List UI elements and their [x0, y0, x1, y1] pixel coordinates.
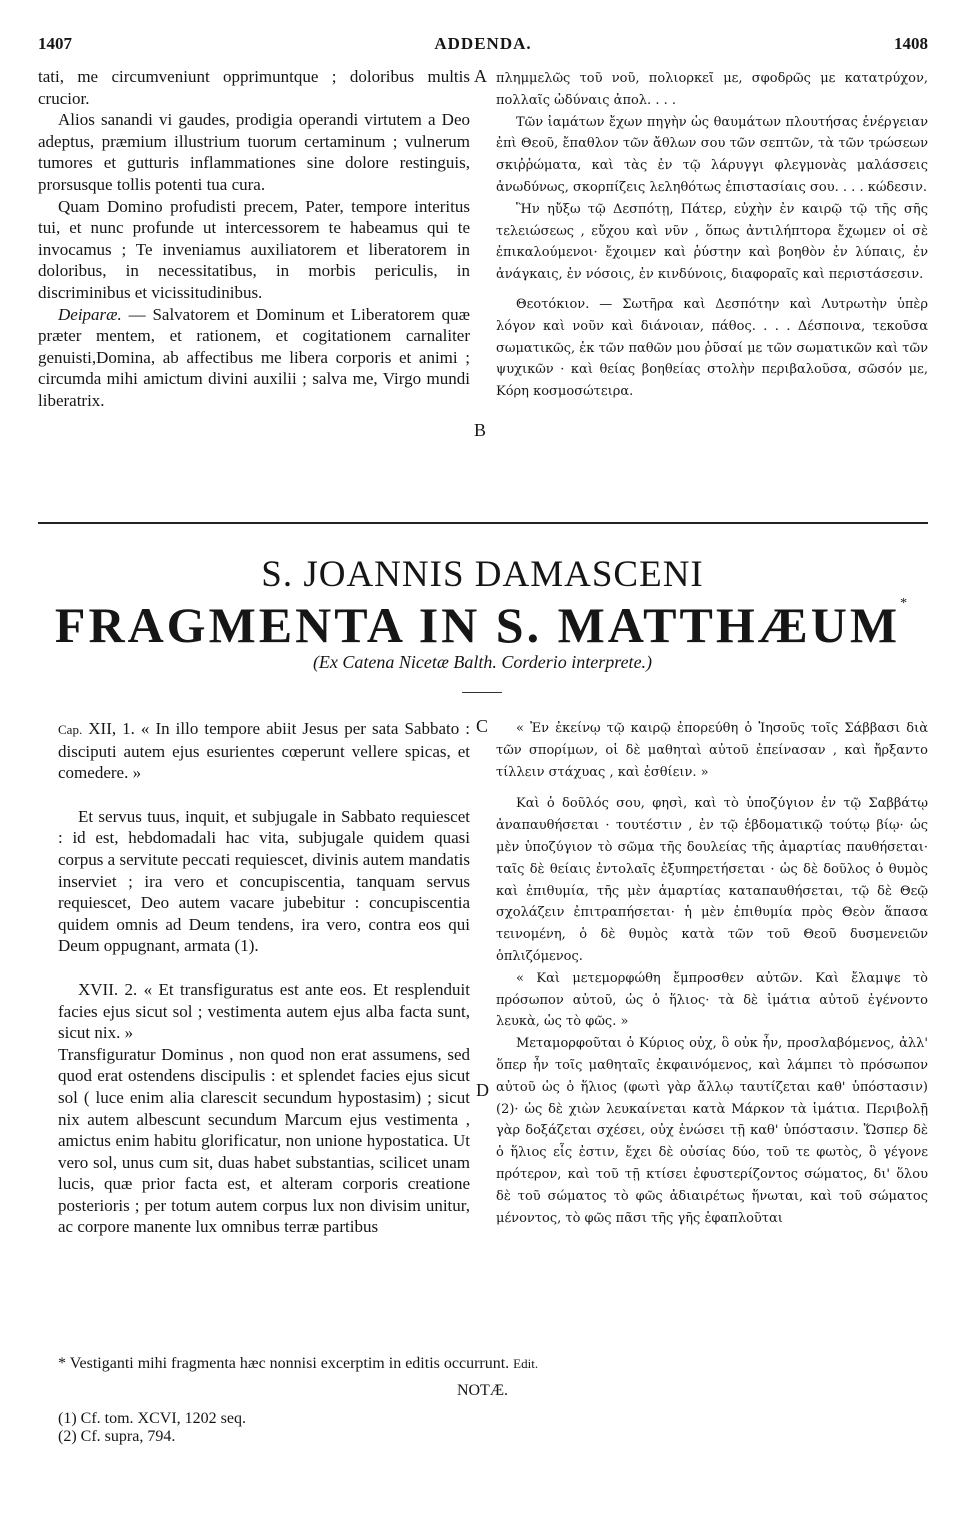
greek-column-bottom [496, 718, 928, 1229]
latin-paragraph: Et servus tuus, inquit, et subjugale in Sabbato requiescet : id est, hebdomadali hac vita, subjugale quidem quasi corpus a servitute peccati requiescet, divinis autem mandatis inserviet ; ira vero et concupiscentia, tanquam servus requiescet, Deo autem vacare jubebitur : concupiscentia quidem omnis ad Deum tendens, ira vero, contra eos qui Deum oppugnant, armata (1). [58, 806, 470, 956]
latin-paragraph: Quam Domino profudisti precem, Pater, tempore interitus tui, et nunc profunde ut intercessorem te habeamus qui te invocamus ; Te inveniamus auxiliatorem et liberatorem in doloribus, in necessitatibus, in morbis periculis, in discriminibus et vicissitudinibus. [38, 196, 470, 302]
greek-paragraph: Ἣν ηὔξω τῷ Δεσπότῃ, Πάτερ, εὐχὴν ἐν καιρῷ τῷ τῆς σῆς τελειώσεως , εὔχου καὶ νῦν , ὅπως ἀντιλήπτορα ἔχωμεν οἱ σὲ ἐπικαλούμενοι· ἔχοιμεν καὶ ῥύστην καὶ βοηθὸν ἐν λύπαις, ἐν ἀνάγκαις, ἐν νόσοις, ἐν κινδύνοις, διαφοραῖς καὶ περιστάσεσιν. [496, 201, 928, 283]
greek-paragraph: Μεταμορφοῦται ὁ Κύριος οὐχ, ὃ οὐκ ἦν, προσλαβόμενος, ἀλλ' ὅπερ ἦν τοῖς μαθηταῖς ἐκφαινόμενος, καὶ λάμπει τὸ πρόσωπον αὐτοῦ ὡς ὁ ἥλιος (φωτὶ γὰρ ἄλλῳ ταυτίζεται καθ' ὑπόστασιν) (2)· ὡς δὲ χιὼν λευκαίνεται κατὰ Μάρκον τὰ ἱμάτια. Περιβολῇ γὰρ δοξάζεται σχέσει, οὐχ ἑνώσει τῇ καθ' ὑπόστασιν. Ὥσπερ δὲ ὁ ἥλιος εἷς ἐστιν, ἔχει δὲ οὐσίας δύο, τοῦ τε φωτὸς, ὃ γέγονε πρότερον, καὶ τοῦ τῇ κτίσει ἐφυστερίζοντος σώματος, δι' ὅλου δὲ τοῦ σώματος τὸ φῶς ἀδιαιρέτως ἥνωται, καὶ τοῦ σώματος μένοντος, τὸ φῶς πᾶσι τῆς γῆς ἐφαπλοῦται [496, 1036, 928, 1226]
section-divider [38, 522, 928, 524]
notes-list [58, 1410, 246, 1446]
margin-letter-c: C [476, 716, 489, 736]
latin-paragraph: XVII. 2. « Et transfiguratus est ante eos. Et resplenduit facies ejus sicut sol ; vestimenta autem ejus alba facta sunt, sicut nix. » [58, 979, 470, 1043]
footnote-text: * Vestiganti mihi fragmenta hæc nonnisi excerptim in editis occurrunt. [58, 1355, 510, 1372]
margin-letter-a: A [474, 66, 487, 86]
work-title-text: FRAGMENTA IN S. MATTHÆUM [54, 597, 901, 653]
running-header [38, 34, 928, 60]
title-asterisk: * [900, 596, 911, 611]
greek-paragraph: Καὶ ὁ δοῦλός σου, φησὶ, καὶ τὸ ὑποζύγιον ἐν τῷ Σαββάτῳ ἀναπαυθήσεται · τουτέστιν , ἐν τῷ ἑβδοματικῷ τούτῳ βίῳ· ὡς μὲν ὑποζύγιον τὸ σῶμα τῆς δουλείας τῆς ἁμαρτίας παυθήσεται· ταῖς δὲ θείαις ἐντολαῖς ἐξυπηρετήσεται · ὡς δὲ δοῦλος ὁ θυμὸς καὶ ἐπιθυμία, τῆς μὲν ἁμαρτίας καταπαυθήσεται, τῷ δὲ Θεῷ σχολάζειν ἐπιτραπήσεται· ἡ μὲν ἐπιθυμία πρὸς Θεὸν ἅπασα τεινομένη, ὁ δὲ θυμὸς κατὰ τῶν τοῦ Θεοῦ δυσμενειῶν ὁπλιζόμενος. [496, 796, 928, 964]
latin-paragraph: tati, me circumveniunt opprimuntque ; doloribus multis crucior. [38, 67, 470, 108]
latin-paragraph [58, 718, 470, 784]
deiparae-label: Deiparæ. [58, 304, 122, 324]
margin-letter-b: B [474, 420, 487, 440]
work-subtitle: (Ex Catena Nicetæ Balth. Corderio interprete.) [312, 652, 653, 672]
author-title: S. JOANNIS DAMASCENI [261, 554, 704, 595]
greek-paragraph: πλημμελῶς τοῦ νοῦ, πολιορκεῖ με, σφοδρῶς με κατατρύχον, πολλαῖς ὠδύναις ἀπολ. . . . [496, 71, 928, 108]
margin-letter-d: D [476, 1080, 489, 1100]
notes-heading: NOTÆ. [456, 1382, 509, 1399]
work-title [0, 596, 965, 654]
cap-label: Cap. [58, 722, 83, 737]
running-title: ADDENDA. [434, 34, 532, 53]
greek-paragraph: Τῶν ἰαμάτων ἔχων πηγὴν ὡς θαυμάτων πλουτήσας ἐνέργειαν ἐπὶ Θεοῦ, ἔπαθλον τῶν ἄθλων σου τῶν σεπτῶν, τὰ τῶν τρώσεων σκιῤῥώματα, καὶ τὰς ἐν τῷ λάρυγγι φλεγμονὰς μαλάσσεις ἀνωδύνως, σκορπίζεις λεληθότως ἐπιστασίαις σου. . . . κώδεσιν. [496, 114, 928, 195]
title-rule [462, 692, 502, 693]
footnote-edit: Edit. [513, 1356, 539, 1371]
greek-paragraph: « Καὶ μετεμορφώθη ἔμπροσθεν αὐτῶν. Καὶ ἔλαμψε τὸ πρόσωπον αὐτοῦ, ὡς ὁ ἥλιος· τὰ δὲ ἱμάτια αὐτοῦ ἐγένοντο λευκὰ, ὡς τὸ φῶς. » [496, 970, 928, 1030]
latin-paragraph: Alios sanandi vi gaudes, prodigia operandi virtutem a Deo adeptus, præmium illustrium tuorum certaminum ; vulnerum tumores et gutturis inflammationes sine dolore restinguis, prorsusque tollis potenti tua cura. [38, 110, 470, 194]
greek-paragraph: Θεοτόκιον. — Σωτῆρα καὶ Δεσπότην καὶ Λυτρωτὴν ὑπὲρ λόγον καὶ νοῦν καὶ διάνοιαν, πάθος. . . . Δέσποινα, τεκοῦσα σωματικῶς, ἐκ τῶν παθῶν μου ῥῦσαί με τῶν σωματικῶν καὶ τῶν ψυχικῶν · καὶ θείας βοηθείας στολὴν περιβαλοῦσα, σῶσόν με, Κόρη κοσμοσώτειρα. [496, 296, 928, 400]
greek-column-top [496, 68, 928, 403]
latin-verse: XII, 1. « In illo tempore abiit Jesus per sata Sabbato : disciputi autem ejus esurientes cœperunt vellere spicas, et comedere. » [58, 719, 470, 783]
deiparae-text: — Salvatorem et Dominum et Liberatorem quæ præter mentem, et rationem, et cogitationem carnaliter genuisti,Domina, ab affectibus me libera corporis et animi ; circumda mihi amictum divini auxilii ; salva me, Virgo mundi liberatrix. [38, 304, 470, 410]
latin-paragraph-deiparae [38, 304, 470, 412]
page-number-right: 1408 [894, 34, 928, 53]
latin-paragraph: Transfiguratur Dominus , non quod non erat assumens, sed quod erat ostendens discipulis : et splendet facies ejus sicut sol ( luce enim alia clarescit secundum hypostasim) ; sicut nix autem albescunt secundum Marcum ejus vestimenta , amictus enim habitu glorificatur, non unione hypostatica. Ut vero sol, unus cum sit, duas habet substantias, scilicet unam lucis, quæ prior facta est, et alteram corporis creatione posterioris ; per totum autem corpus lux non divisim unitur, ac corpore manente lux omnibus terræ partibus [58, 1044, 470, 1237]
note-item: (1) Cf. tom. XCVI, 1202 seq. [58, 1410, 246, 1427]
latin-column-bottom [58, 718, 470, 1238]
note-item: (2) Cf. supra, 794. [58, 1428, 176, 1445]
latin-column-top [38, 66, 470, 412]
footnote [58, 1355, 928, 1373]
page-number-left: 1407 [38, 34, 72, 53]
greek-paragraph: « Ἐν ἐκείνῳ τῷ καιρῷ ἐπορεύθη ὁ Ἰησοῦς τοῖς Σάββασι διὰ τῶν σπορίμων, οἱ δὲ μαθηταὶ αὐτοῦ ἐπείνασαν , καὶ ἤρξαντο τίλλειν στάχυας , καὶ ἐσθίειν. » [496, 721, 928, 780]
